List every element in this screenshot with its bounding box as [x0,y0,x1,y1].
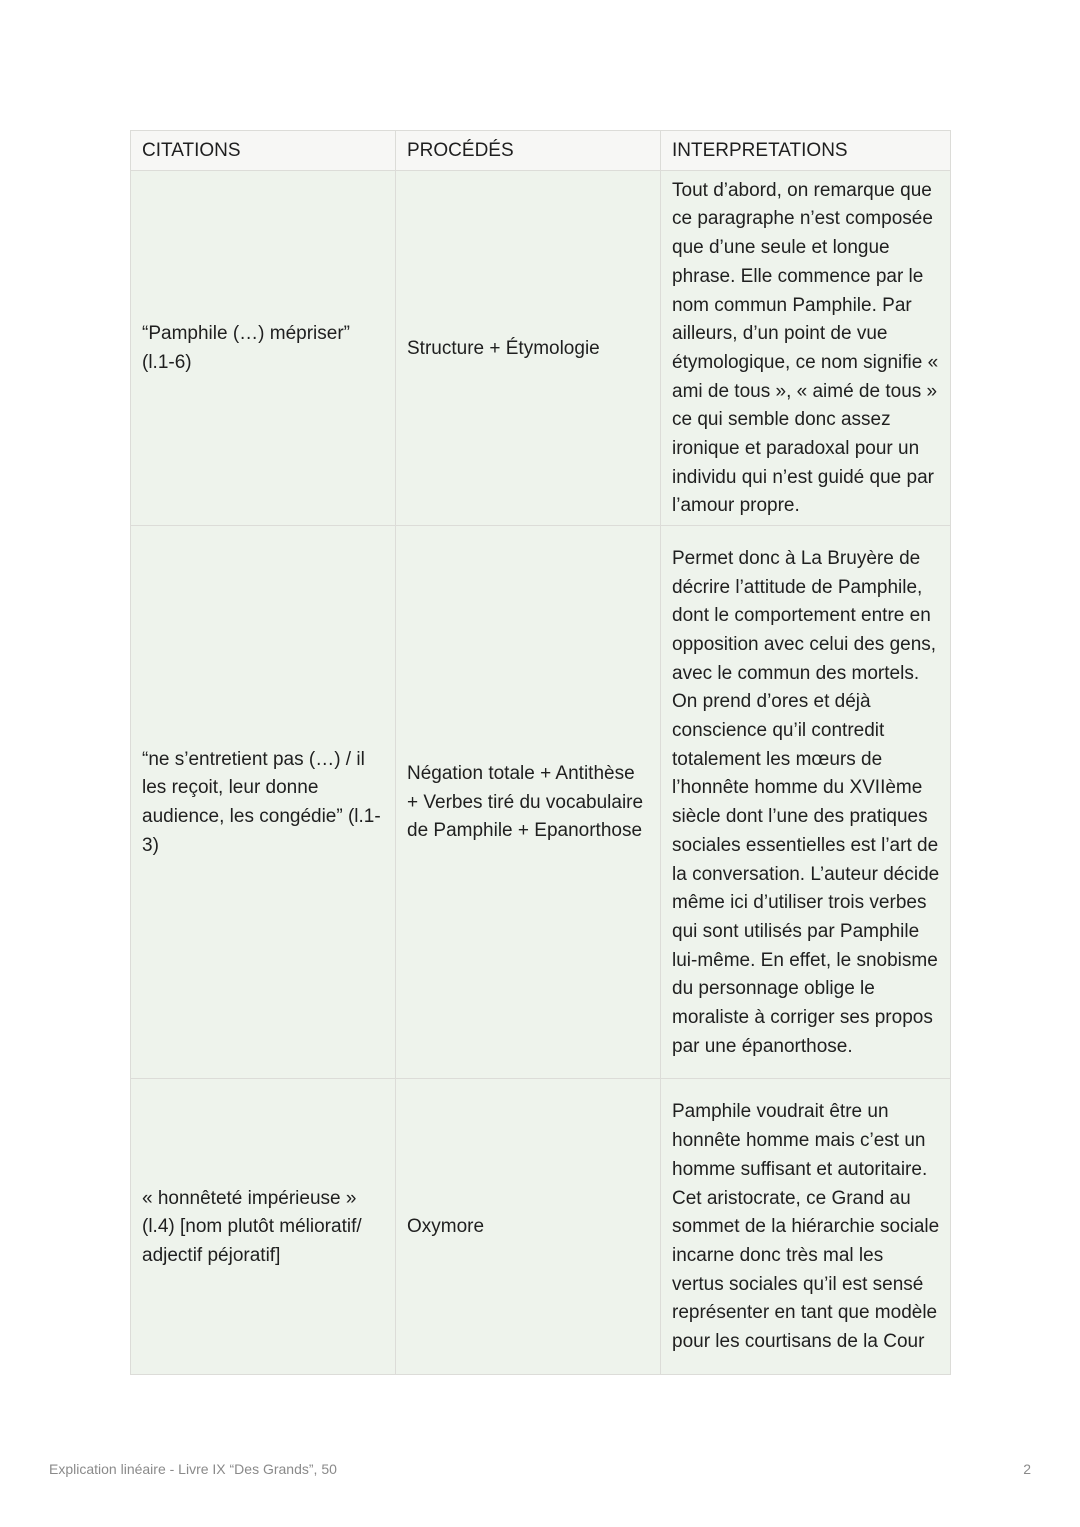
table-header-row [131,131,951,171]
interpretation-cell: Permet donc à La Bruyère de décrire l’attitude de Pamphile, dont le comportement entre en opposition avec celui des gens, avec le commun des mortels. On prend d’ores et déjà conscience qu’il contredit totalement les mœurs de l’honnête homme du XVIIème siècle dont l’une des pratiques sociales essentielles est l’art de la conversation. L’auteur décide même ici d’utiliser trois verbes qui sont utilisés par Pamphile lui-même. En effet, le snobisme du personnage oblige le moraliste à corriger ses propos par une épanorthose. [661,526,951,1079]
header-procedes: PROCÉDÉS [396,131,661,171]
citation-cell: « honnêteté impérieuse » (l.4) [nom plutôt mélioratif/ adjectif péjoratif] [131,1079,396,1375]
header-interpretations: INTERPRETATIONS [661,131,951,171]
citation-cell: “Pamphile (…) mépriser” (l.1-6) [131,170,396,525]
interpretation-cell: Tout d’abord, on remarque que ce paragraphe n’est composée que d’une seule et longue phrase. Elle commence par le nom commun Pamphile. Par ailleurs, d’un point de vue étymologique, ce nom signifie « ami de tous », « aimé de tous » ce qui semble donc assez ironique et paradoxal pour un individu qui n’est guidé que par l’amour propre. [661,170,951,525]
table-row [131,170,951,525]
citation-cell: “ne s’entretient pas (…) / il les reçoit, leur donne audience, les congédie” (l.1-3) [131,526,396,1079]
header-citations: CITATIONS [131,131,396,171]
page-number: 2 [1023,1461,1031,1477]
table-row [131,526,951,1079]
footer-title: Explication linéaire - Livre IX “Des Grands”, 50 [49,1461,337,1477]
procede-cell: Oxymore [396,1079,661,1375]
procede-cell: Structure + Étymologie [396,170,661,525]
interpretation-cell: Pamphile voudrait être un honnête homme mais c’est un homme suffisant et autoritaire. Cet aristocrate, ce Grand au sommet de la hiérarchie sociale incarne donc très mal les vertus sociales qu’il est sensé représenter en tant que modèle pour les courtisans de la Cour [661,1079,951,1375]
procede-cell: Négation totale + Antithèse + Verbes tiré du vocabulaire de Pamphile + Epanorthose [396,526,661,1079]
table-row [131,1079,951,1375]
analysis-table [130,130,951,1375]
